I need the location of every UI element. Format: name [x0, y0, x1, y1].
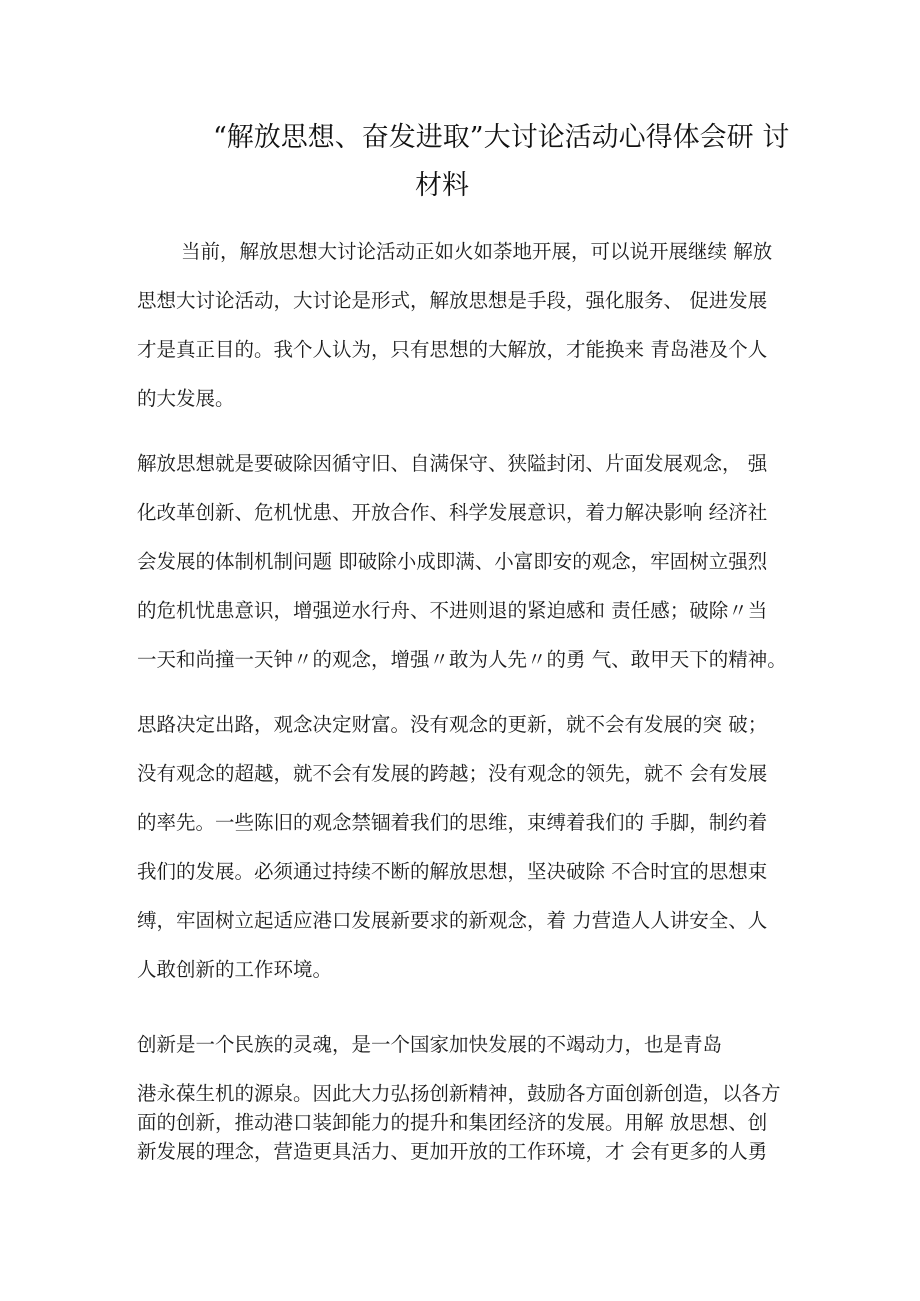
paragraph-3-line-1: 思路决定出路，观念决定财富。没有观念的更新，就不会有发展的突 破； [137, 713, 768, 736]
document-title-line-1: “解放思想、奋发进取”大讨论活动心得体会研 讨 [213, 122, 790, 153]
paragraph-1-line-3: 才是真正目的。我个人认为，只有思想的大解放，才能换来 青岛港及个人 [137, 338, 768, 361]
paragraph-2-line-3: 会发展的体制机制问题 即破除小成即满、小富即安的观念，牢固树立强烈 [137, 550, 768, 573]
paragraph-3-line-4: 我们的发展。必须通过持续不断的解放思想，坚决破除 不合时宜的思想束 [137, 860, 768, 883]
paragraph-2-line-1: 解放思想就是要破除因循守旧、自满保守、狭隘封闭、片面发展观念， 强 [137, 452, 768, 475]
paragraph-1-line-4: 的大发展。 [137, 387, 235, 410]
paragraph-5-line-1: 港永葆生机的源泉。因此大力弘扬创新精神，鼓励各方面创新创造，以各方 [137, 1082, 781, 1105]
paragraph-1-line-2: 思想大讨论活动，大讨论是形式，解放思想是手段，强化服务、 促进发展 [137, 289, 768, 312]
paragraph-5-line-2: 面的创新，推动港口装卸能力的提升和集团经济的发展。用解 放思想、创 [137, 1111, 768, 1134]
paragraph-4-line-1: 创新是一个民族的灵魂，是一个国家加快发展的不竭动力，也是青岛 [137, 1033, 723, 1056]
paragraph-2-line-2: 化改革创新、危机忧患、开放合作、科学发展意识，着力解决影响 经济社 [137, 501, 768, 524]
paragraph-2-line-4: 的危机忧患意识，增强逆水行舟、不进则退的紧迫感和 责任感；破除〃当 [137, 599, 768, 622]
paragraph-2-line-5: 一天和尚撞一天钟〃的观念，增强〃敢为人先〃的勇 气、敢甲天下的精神。 [137, 648, 787, 671]
paragraph-1-line-1: 当前，解放思想大讨论活动正如火如荼地开展，可以说开展继续 解放 [181, 240, 773, 263]
paragraph-5-line-3: 新发展的理念，营造更具活力、更加开放的工作环境，才 会有更多的人勇 [137, 1140, 768, 1163]
document-title-line-2: 材料 [415, 170, 469, 201]
paragraph-3-line-3: 的率先。一些陈旧的观念禁锢着我们的思维，束缚着我们的 手脚，制约着 [137, 811, 768, 834]
paragraph-3-line-6: 人敢创新的工作环境。 [137, 958, 333, 981]
paragraph-3-line-5: 缚，牢固树立起适应港口发展新要求的新观念，着 力营造人人讲安全、人 [137, 909, 768, 932]
paragraph-3-line-2: 没有观念的超越，就不会有发展的跨越；没有观念的领先，就不 会有发展 [137, 762, 768, 785]
